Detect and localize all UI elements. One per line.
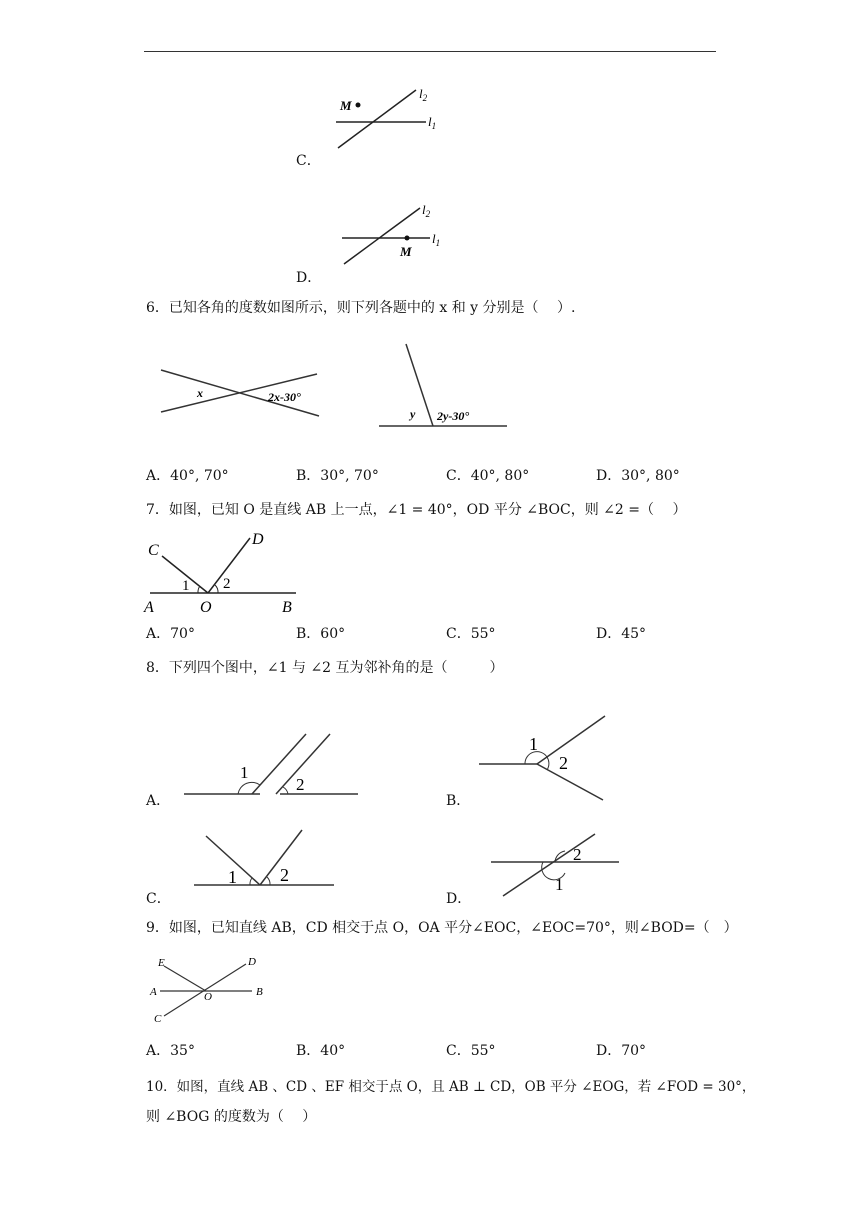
q9-label-O: O — [204, 991, 212, 1003]
q9-figure — [146, 952, 271, 1030]
q8-option-a-label[interactable]: A． — [146, 793, 171, 809]
q7-label-A: A — [144, 599, 154, 616]
q6-option-b[interactable]: B．30°, 70° — [296, 468, 379, 484]
q8d-angle-1: 1 — [555, 875, 564, 894]
q9-option-b[interactable]: B．40° — [296, 1043, 346, 1059]
q6-option-a[interactable]: A．40°, 70° — [146, 468, 229, 484]
q7-label-O: O — [200, 599, 212, 616]
q8-figure-d — [485, 830, 625, 900]
q8b-angle-1: 1 — [529, 734, 538, 754]
q5c-line2-label: $l_2$ — [419, 86, 428, 103]
q7-stem: 7．如图，已知 O 是直线 AB 上一点，∠1 = 40°，OD 平分 ∠BOC，则 ∠2 =（ ） — [146, 502, 687, 518]
q8-option-c-label[interactable]: C． — [146, 891, 171, 907]
header-rule — [144, 51, 716, 52]
q6-option-c[interactable]: C．40°, 80° — [446, 468, 530, 484]
q6-figure-left — [155, 362, 330, 422]
q8-figure-c — [190, 826, 340, 890]
q7-label-B: B — [282, 599, 292, 616]
q5c-line1-label: $l_1$ — [428, 114, 437, 131]
q7-option-b[interactable]: B．60° — [296, 626, 346, 642]
q5d-line1-label: $l_1$ — [432, 231, 441, 248]
q6-angle-2y: 2y-30° — [437, 409, 470, 423]
q7-label-C: C — [148, 542, 159, 559]
q7-label-D: D — [252, 531, 264, 548]
q8-stem: 8．下列四个图中，∠1 与 ∠2 互为邻补角的是（ ） — [146, 660, 504, 676]
q7-angle-2: 2 — [223, 576, 231, 592]
q5c-point-M: M — [340, 98, 352, 113]
q7-option-c[interactable]: C．55° — [446, 626, 496, 642]
q7-option-d[interactable]: D．45° — [596, 626, 647, 642]
q8-option-d-label[interactable]: D． — [446, 891, 472, 907]
q8b-angle-2: 2 — [559, 753, 568, 773]
q5d-line2-label: $l_2$ — [422, 202, 431, 219]
q9-option-a[interactable]: A．35° — [146, 1043, 195, 1059]
q5-figure-d — [334, 200, 454, 270]
q9-label-D: D — [248, 956, 256, 968]
q8c-angle-1: 1 — [228, 867, 237, 887]
q6-figure-right — [375, 340, 515, 432]
q8a-angle-2: 2 — [296, 775, 305, 794]
q9-label-B: B — [256, 986, 263, 998]
q9-label-C: C — [154, 1013, 162, 1025]
q7-figure — [140, 528, 305, 616]
q5d-point-M: M — [400, 244, 412, 259]
q9-label-A: A — [150, 986, 157, 998]
q8c-angle-2: 2 — [280, 865, 289, 885]
q6-option-d[interactable]: D．30°, 80° — [596, 468, 680, 484]
q9-option-d[interactable]: D．70° — [596, 1043, 647, 1059]
q6-angle-y: y — [410, 407, 416, 421]
q8a-angle-1: 1 — [240, 763, 249, 782]
q8-figure-a — [180, 730, 365, 800]
q6-angle-2x: 2x-30° — [268, 390, 301, 404]
q9-label-E: E — [158, 957, 165, 969]
q7-angle-1: 1 — [182, 578, 190, 594]
q8-figure-b — [475, 712, 615, 804]
q8d-angle-2: 2 — [573, 845, 582, 864]
q5-option-d-label[interactable]: D． — [296, 270, 322, 286]
q7-option-a[interactable]: A．70° — [146, 626, 195, 642]
q9-option-c[interactable]: C．55° — [446, 1043, 496, 1059]
q9-stem: 9．如图，已知直线 AB，CD 相交于点 O，OA 平分∠EOC，∠EOC=70°，则∠BOD=（ ） — [146, 920, 738, 936]
q10-stem-line2: 则 ∠BOG 的度数为（ ） — [146, 1109, 317, 1125]
q6-stem: 6．已知各角的度数如图所示，则下列各题中的 x 和 y 分别是（ ）. — [146, 300, 576, 316]
q5-figure-c — [330, 82, 450, 152]
q5-option-c-label[interactable]: C． — [296, 153, 321, 169]
q10-stem-line1: 10．如图，直线 AB 、CD 、EF 相交于点 O，且 AB ⊥ CD，OB 平分 ∠EOG，若 ∠FOD = 30°， — [146, 1079, 756, 1095]
q6-angle-x: x — [197, 386, 203, 400]
q8-option-b-label[interactable]: B． — [446, 793, 471, 809]
